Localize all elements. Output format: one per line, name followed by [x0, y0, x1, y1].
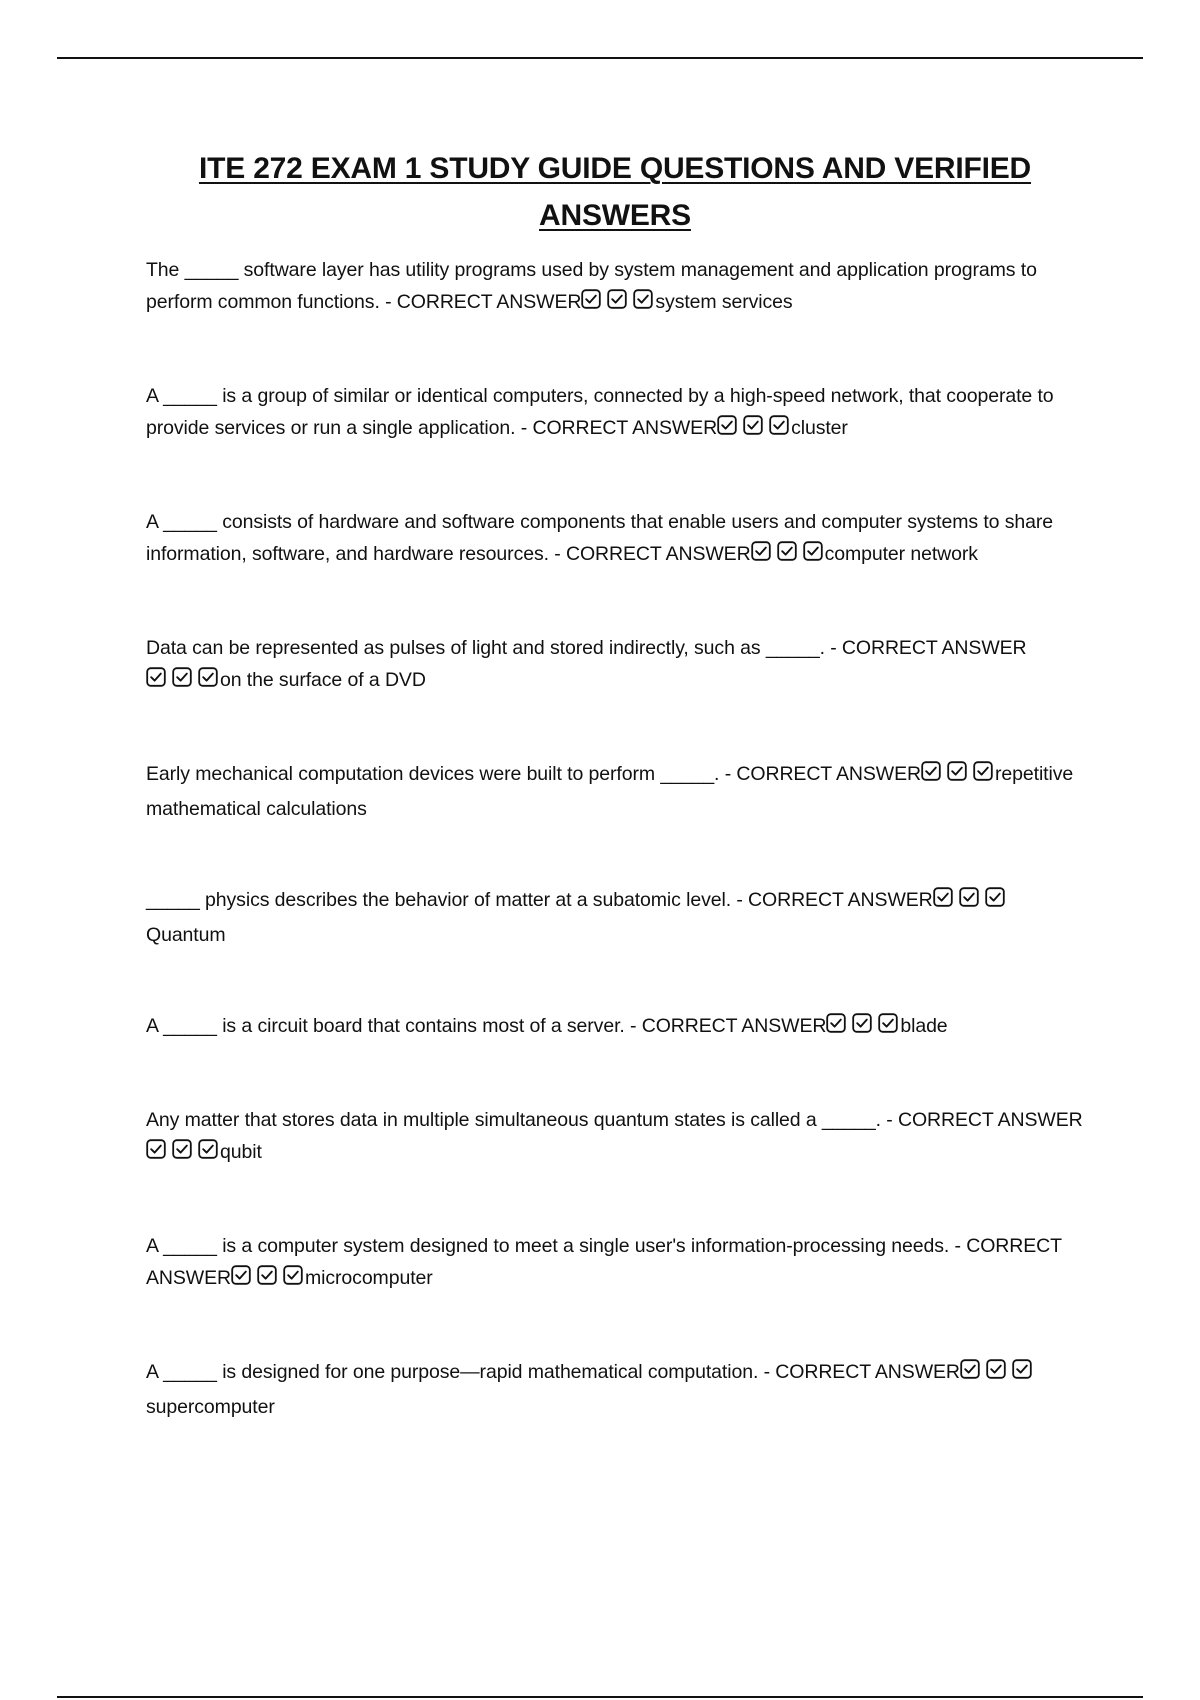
- question-text: _____ physics describes the behavior of matter at a subatomic level. - CORRECT ANSWER: [146, 889, 933, 911]
- check-box-icon: [986, 1359, 1006, 1379]
- qa-item: [146, 1104, 1086, 1171]
- check-group: [231, 1265, 305, 1297]
- qa-item: [146, 632, 1086, 699]
- question-text: Early mechanical computation devices were built to perform _____. - CORRECT ANSWER: [146, 763, 921, 785]
- qa-item: [146, 380, 1086, 447]
- check-box-icon: [198, 667, 218, 687]
- check-box-icon: [581, 289, 601, 309]
- top-rule: [57, 57, 1143, 59]
- bottom-rule: [57, 1696, 1143, 1698]
- check-box-icon: [607, 289, 627, 309]
- answer-text: microcomputer: [305, 1267, 433, 1289]
- check-box-icon: [921, 761, 941, 781]
- answer-text: repetitive mathematical calculations: [146, 763, 1074, 820]
- question-text: A _____ is a computer system designed to meet a single user's information-processing needs. - CORRECT ANSWER: [146, 1235, 1062, 1289]
- check-box-icon: [257, 1265, 277, 1285]
- check-box-icon: [146, 1139, 166, 1159]
- check-box-icon: [947, 761, 967, 781]
- check-group: [826, 1013, 900, 1045]
- answer-text: on the surface of a DVD: [220, 669, 426, 691]
- check-box-icon: [878, 1013, 898, 1033]
- check-group: [933, 887, 1007, 919]
- answer-text: cluster: [791, 417, 848, 439]
- qa-item: [146, 1230, 1086, 1297]
- check-box-icon: [146, 667, 166, 687]
- check-box-icon: [198, 1139, 218, 1159]
- question-text: Any matter that stores data in multiple simultaneous quantum states is called a _____. - CORRECT ANSWER: [146, 1109, 1083, 1131]
- document-title: ITE 272 EXAM 1 STUDY GUIDE QUESTIONS AND VERIFIED ANSWERS: [198, 152, 1032, 232]
- check-box-icon: [751, 541, 771, 561]
- qa-item: [146, 884, 1086, 951]
- check-box-icon: [769, 415, 789, 435]
- check-group: [581, 289, 655, 321]
- check-box-icon: [973, 761, 993, 781]
- question-text: Data can be represented as pulses of light and stored indirectly, such as _____. - CORRECT ANSWER: [146, 637, 1027, 659]
- qa-item: [146, 1356, 1086, 1423]
- question-text: A _____ is designed for one purpose—rapid mathematical computation. - CORRECT ANSWER: [146, 1361, 960, 1383]
- answer-text: Quantum: [146, 924, 226, 946]
- check-box-icon: [803, 541, 823, 561]
- qa-item: [146, 1010, 1086, 1045]
- question-text: A _____ is a group of similar or identical computers, connected by a high-speed network, that cooperate to provide services or run a single application. - CORRECT ANSWER: [146, 385, 1054, 439]
- answer-text: qubit: [220, 1141, 262, 1163]
- check-group: [751, 541, 825, 573]
- check-box-icon: [633, 289, 653, 309]
- check-box-icon: [777, 541, 797, 561]
- answer-text: system services: [655, 291, 793, 313]
- check-box-icon: [717, 415, 737, 435]
- check-box-icon: [172, 667, 192, 687]
- check-box-icon: [985, 887, 1005, 907]
- check-box-icon: [852, 1013, 872, 1033]
- question-text: The _____ software layer has utility programs used by system management and application programs to perform common functions. - CORRECT ANSWER: [146, 259, 1037, 313]
- check-box-icon: [959, 887, 979, 907]
- question-answer-list: [146, 254, 1086, 1423]
- answer-text: blade: [900, 1015, 948, 1037]
- check-box-icon: [960, 1359, 980, 1379]
- check-group: [960, 1359, 1034, 1391]
- answer-text: computer network: [824, 543, 978, 565]
- check-group: [717, 415, 791, 447]
- check-group: [146, 1139, 220, 1171]
- check-box-icon: [743, 415, 763, 435]
- check-box-icon: [826, 1013, 846, 1033]
- check-box-icon: [172, 1139, 192, 1159]
- check-box-icon: [283, 1265, 303, 1285]
- answer-text: supercomputer: [146, 1396, 275, 1418]
- question-text: A _____ consists of hardware and software components that enable users and computer systems to share information, software, and hardware resources. - CORRECT ANSWER: [146, 511, 1054, 565]
- check-box-icon: [933, 887, 953, 907]
- qa-item: [146, 758, 1086, 825]
- check-box-icon: [1012, 1359, 1032, 1379]
- check-box-icon: [231, 1265, 251, 1285]
- qa-item: [146, 506, 1086, 573]
- qa-item: [146, 254, 1086, 321]
- check-group: [146, 667, 220, 699]
- check-group: [921, 761, 995, 793]
- question-text: A _____ is a circuit board that contains most of a server. - CORRECT ANSWER: [146, 1015, 827, 1037]
